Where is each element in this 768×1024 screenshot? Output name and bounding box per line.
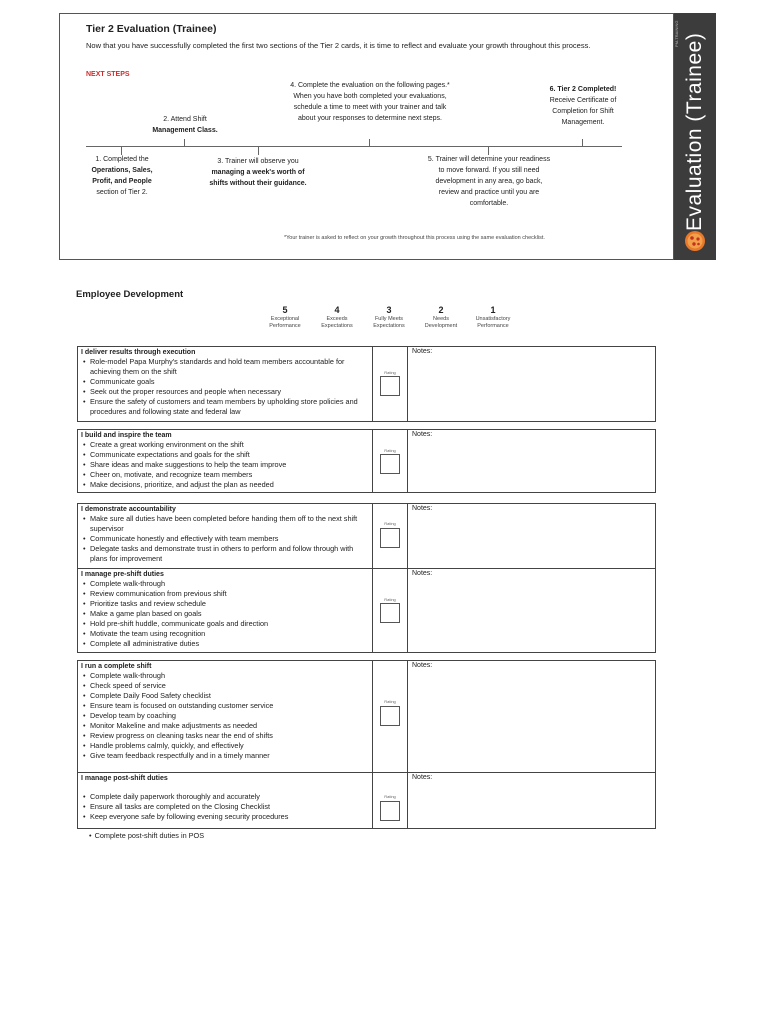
step-6: 6. Tier 2 Completed! Receive Certificate of Completion for Shift Management. bbox=[549, 86, 617, 126]
list-item: • Complete daily paperwork thoroughly and accurately bbox=[90, 792, 369, 802]
notes-label: Notes: bbox=[412, 431, 433, 438]
section-title: I demonstrate accountability bbox=[81, 506, 176, 513]
list-item: • Hold pre-shift huddle, communicate goals and direction bbox=[90, 619, 369, 629]
notes-label: Notes: bbox=[412, 348, 433, 355]
step-2: 2. Attend Shift Management Class. bbox=[152, 116, 218, 134]
list-item: • Review communication from previous shift bbox=[90, 589, 369, 599]
rating-cell bbox=[372, 504, 408, 568]
rating-label: Rating bbox=[384, 521, 396, 526]
list-item: • Give team feedback respectfully and in a timely manner bbox=[90, 751, 369, 761]
notes-label: Notes: bbox=[412, 774, 433, 781]
scale-item-1: 1 Unsatisfactory Performance bbox=[475, 305, 511, 329]
rating-label: Rating bbox=[384, 597, 396, 602]
notes-label: Notes: bbox=[412, 505, 433, 512]
list-item: • Handle problems calmly, quickly, and effectively bbox=[90, 741, 369, 751]
list-item: • Ensure the safety of customers and team members by upholding store policies and procedures and following state and federal law bbox=[90, 397, 369, 417]
list-item: • Motivate the team using recognition bbox=[90, 629, 369, 639]
rating-input[interactable] bbox=[380, 376, 400, 396]
list-item: • Role-model Papa Murphy's standards and hold team members accountable for achieving them on the shift bbox=[90, 357, 369, 377]
timeline-tick bbox=[369, 139, 370, 147]
timeline-tick bbox=[582, 139, 583, 147]
list-item: • Ensure all tasks are completed on the Closing Checklist bbox=[90, 802, 369, 812]
list-item: • Review progress on cleaning tasks near the end of shifts bbox=[90, 731, 369, 741]
section-heading: Employee Development bbox=[76, 289, 184, 300]
list-item: • Complete post-shift duties in POS bbox=[89, 831, 204, 840]
rating-label: Rating bbox=[384, 370, 396, 375]
list-item: • Complete Daily Food Safety checklist bbox=[90, 691, 369, 701]
rating-label: Rating bbox=[384, 699, 396, 704]
list-item: • Develop team by coaching bbox=[90, 711, 369, 721]
section-title: I deliver results through execution bbox=[81, 349, 196, 356]
list-item: • Prioritize tasks and review schedule bbox=[90, 599, 369, 609]
list-item: • Monitor Makeline and make adjustments as needed bbox=[90, 721, 369, 731]
timeline-tick bbox=[184, 139, 185, 147]
scale-item-4: 4 Exceeds Expectations bbox=[321, 305, 353, 329]
footnote: *Your trainer is asked to reflect on your growth throughout this process using the same evaluation checklist. bbox=[284, 235, 545, 241]
rating-cell bbox=[372, 661, 408, 772]
list-item: • Communicate expectations and goals for the shift bbox=[90, 450, 369, 460]
page-title: Tier 2 Evaluation (Trainee) bbox=[86, 23, 217, 35]
list-item: • Make sure all duties have been completed before handing them off to the next shift supervisor bbox=[90, 514, 369, 534]
list-item: • Complete all administrative duties bbox=[90, 639, 369, 649]
list-item: • Ensure team is focused on outstanding customer service bbox=[90, 701, 369, 711]
sidebar-title: Evaluation (Trainee) bbox=[683, 33, 706, 232]
competency-section bbox=[77, 568, 656, 653]
list-item: • Cheer on, motivate, and recognize team members bbox=[90, 470, 369, 480]
rating-label: Rating bbox=[384, 448, 396, 453]
intro-text: Now that you have successfully completed the first two sections of the Tier 2 cards, it is time to reflect and evaluate your growth throughout this process. bbox=[86, 41, 591, 50]
competency-section bbox=[77, 429, 656, 493]
list-item: • Communicate goals bbox=[90, 377, 369, 387]
section-title: I manage post-shift duties bbox=[81, 775, 168, 782]
rating-cell bbox=[372, 569, 408, 652]
list-item: • Complete walk-through bbox=[90, 579, 369, 589]
timeline-tick bbox=[258, 147, 259, 155]
list-item: • Make a game plan based on goals bbox=[90, 609, 369, 619]
notes-label: Notes: bbox=[412, 570, 433, 577]
competency-section bbox=[77, 772, 656, 829]
list-item: • Create a great working environment on the shift bbox=[90, 440, 369, 450]
list-item: • Check speed of service bbox=[90, 681, 369, 691]
list-item: • Make decisions, prioritize, and adjust the plan as needed bbox=[90, 480, 369, 490]
rating-cell bbox=[372, 347, 408, 421]
scale-item-5: 5 Exceptional Performance bbox=[269, 305, 301, 329]
rating-input[interactable] bbox=[380, 801, 400, 821]
rating-cell bbox=[372, 430, 408, 492]
competency-section bbox=[77, 503, 656, 569]
list-item: • Keep everyone safe by following evening security procedures bbox=[90, 812, 369, 822]
section-title: I manage pre-shift duties bbox=[81, 571, 164, 578]
section-title: I build and inspire the team bbox=[81, 432, 172, 439]
rating-cell bbox=[372, 773, 408, 828]
section-title: I run a complete shift bbox=[81, 663, 152, 670]
rating-input[interactable] bbox=[380, 528, 400, 548]
step-5: 5. Trainer will determine your readiness to move forward. If you still need development in any area, go back, review and practice until you are comfortable. bbox=[427, 156, 551, 207]
list-item: • Seek out the proper resources and people when necessary bbox=[90, 387, 369, 397]
competency-section bbox=[77, 660, 656, 773]
competency-section bbox=[77, 346, 656, 422]
rating-input[interactable] bbox=[380, 603, 400, 623]
rating-input[interactable] bbox=[380, 454, 400, 474]
sidebar-band bbox=[674, 13, 716, 260]
step-3: 3. Trainer will observe you managing a week's worth of shifts without their guidance. bbox=[209, 158, 307, 187]
rating-label: Rating bbox=[384, 794, 396, 799]
notes-label: Notes: bbox=[412, 662, 433, 669]
rating-input[interactable] bbox=[380, 706, 400, 726]
sidebar-small-text: PM-TRAINING bbox=[674, 20, 679, 48]
timeline-line bbox=[86, 146, 622, 147]
list-item: • Share ideas and make suggestions to help the team improve bbox=[90, 460, 369, 470]
pizza-icon bbox=[684, 230, 706, 252]
list-item: • Delegate tasks and demonstrate trust in others to perform and follow through with plans for improvement bbox=[90, 544, 369, 564]
next-steps-label: NEXT STEPS bbox=[86, 71, 130, 78]
step-4: 4. Complete the evaluation on the following pages.* When you have both completed your evaluations, schedule a time to meet with your trainer and talk about your responses to determine next steps. bbox=[290, 82, 450, 122]
list-item: • Communicate honestly and effectively with team members bbox=[90, 534, 369, 544]
step-1: 1. Completed the Operations, Sales, Profit, and People section of Tier 2. bbox=[91, 156, 153, 196]
scale-item-3: 3 Fully Meets Expectations bbox=[373, 305, 405, 329]
list-item: • Complete walk-through bbox=[90, 671, 369, 681]
scale-item-2: 2 Needs Development bbox=[424, 305, 458, 329]
